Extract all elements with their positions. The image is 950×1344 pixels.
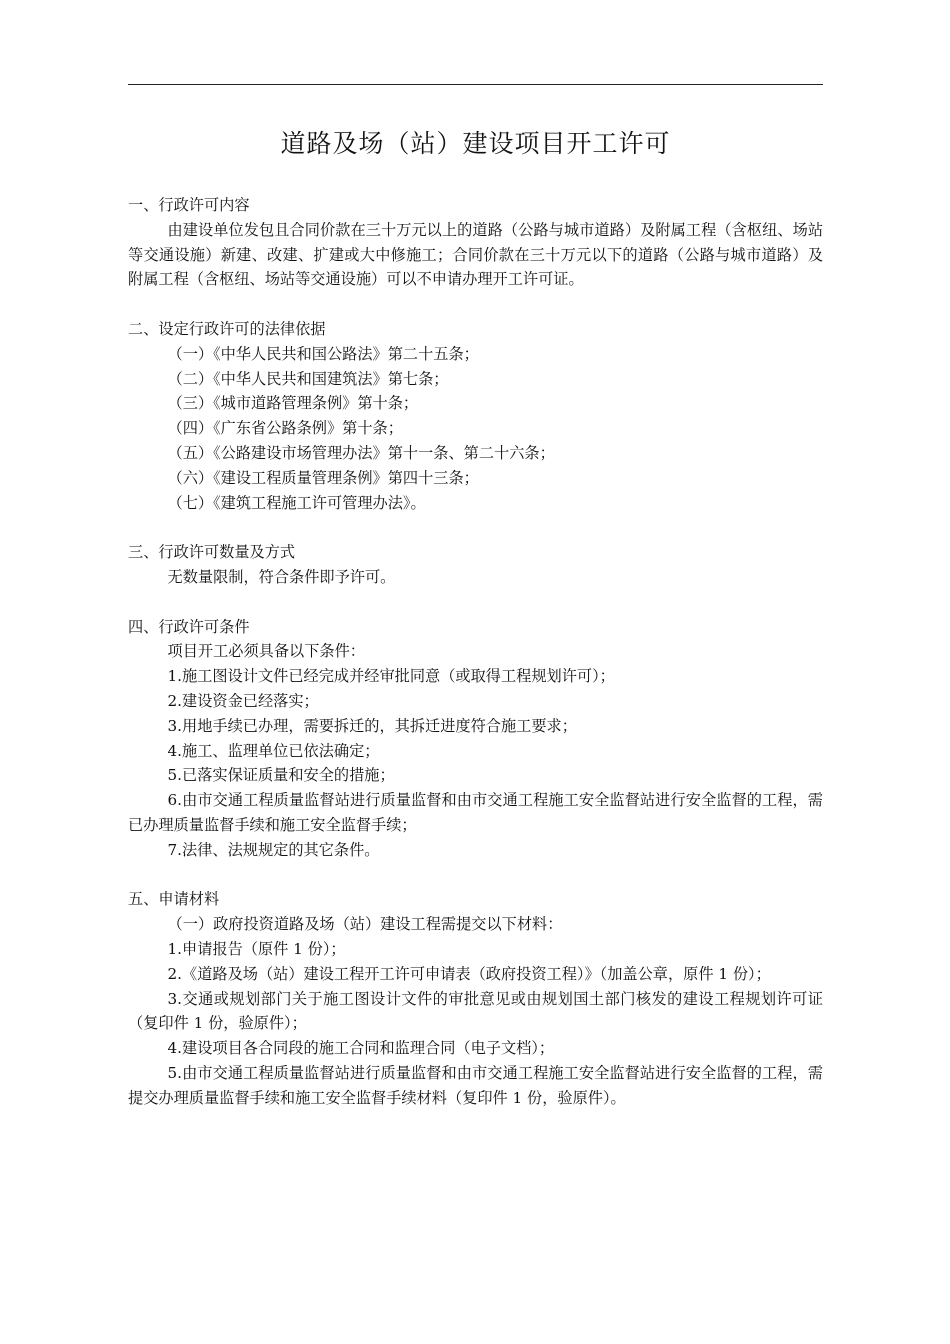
condition-item: 1.施工图设计文件已经完成并经审批同意（或取得工程规划许可）； bbox=[167, 667, 615, 686]
legal-basis-item: （五）《公路建设市场管理办法》第十一条、第二十六条； bbox=[167, 443, 555, 462]
material-item: 4.建设项目各合同段的施工合同和监理合同（电子文档）； bbox=[167, 1039, 555, 1058]
document-body bbox=[128, 193, 823, 1110]
material-item: 3.交通或规划部门关于施工图设计文件的审批意见或由规划国土部门核发的建设工程规划许可证（复印件 1 份，验原件）； bbox=[128, 989, 823, 1033]
section-1-text: 由建设单位发包且合同价款在三十万元以上的道路（公路与城市道路）及附属工程（含枢纽、场站等交通设施）新建、改建、扩建或大中修施工；合同价款在三十万元以下的道路（公路与城市道路）及附属工程（含枢纽、场站等交通设施）可以不申请办理开工许可证。 bbox=[128, 220, 823, 289]
section-heading-4: 四、行政许可条件 bbox=[128, 617, 250, 636]
section-4-intro: 项目开工必须具备以下条件： bbox=[167, 642, 365, 661]
condition-item: 2.建设资金已经落实； bbox=[167, 691, 319, 710]
condition-item: 5.已落实保证质量和安全的措施； bbox=[167, 766, 395, 785]
document-title: 道路及场（站）建设项目开工许可 bbox=[280, 129, 671, 158]
material-item: 2.《道路及场（站）建设工程开工许可申请表（政府投资工程）》（加盖公章，原件 1 份）； bbox=[167, 964, 771, 983]
legal-basis-item: （二）《中华人民共和国建筑法》第七条； bbox=[167, 369, 449, 388]
condition-item: 6.由市交通工程质量监督站进行质量监督和由市交通工程施工安全监督站进行安全监督的工程，需已办理质量监督手续和施工安全监督手续； bbox=[128, 791, 823, 834]
header-rule bbox=[128, 84, 823, 85]
section-heading-1: 一、行政许可内容 bbox=[128, 196, 250, 214]
section-heading-2: 二、设定行政许可的法律依据 bbox=[128, 319, 326, 338]
legal-basis-item: （六）《建设工程质量管理条例》第四十三条； bbox=[167, 468, 479, 487]
condition-item: 3.用地手续已办理，需要拆迁的，其拆迁进度符合施工要求； bbox=[167, 716, 577, 735]
condition-item: 7.法律、法规规定的其它条件。 bbox=[167, 840, 380, 859]
section-heading-3: 三、行政许可数量及方式 bbox=[128, 543, 296, 562]
section-heading-5: 五、申请材料 bbox=[128, 890, 220, 909]
material-item: 5.由市交通工程质量监督站进行质量监督和由市交通工程施工安全监督站进行安全监督的工程，需提交办理质量监督手续和施工安全监督手续材料（复印件 1 份，验原件）。 bbox=[128, 1063, 823, 1107]
material-item: 1.申请报告（原件 1 份）； bbox=[167, 939, 346, 958]
legal-basis-item: （七）《建筑工程施工许可管理办法》。 bbox=[167, 493, 426, 512]
section-5-intro: （一）政府投资道路及场（站）建设工程需提交以下材料： bbox=[167, 915, 563, 934]
legal-basis-item: （四）《广东省公路条例》第十条； bbox=[167, 419, 403, 438]
section-3-text: 无数量限制，符合条件即予许可。 bbox=[167, 567, 396, 586]
legal-basis-item: （三）《城市道路管理条例》第十条； bbox=[167, 394, 419, 413]
legal-basis-item: （一）《中华人民共和国公路法》第二十五条； bbox=[167, 344, 479, 363]
condition-item: 4.施工、监理单位已依法确定； bbox=[167, 741, 380, 760]
